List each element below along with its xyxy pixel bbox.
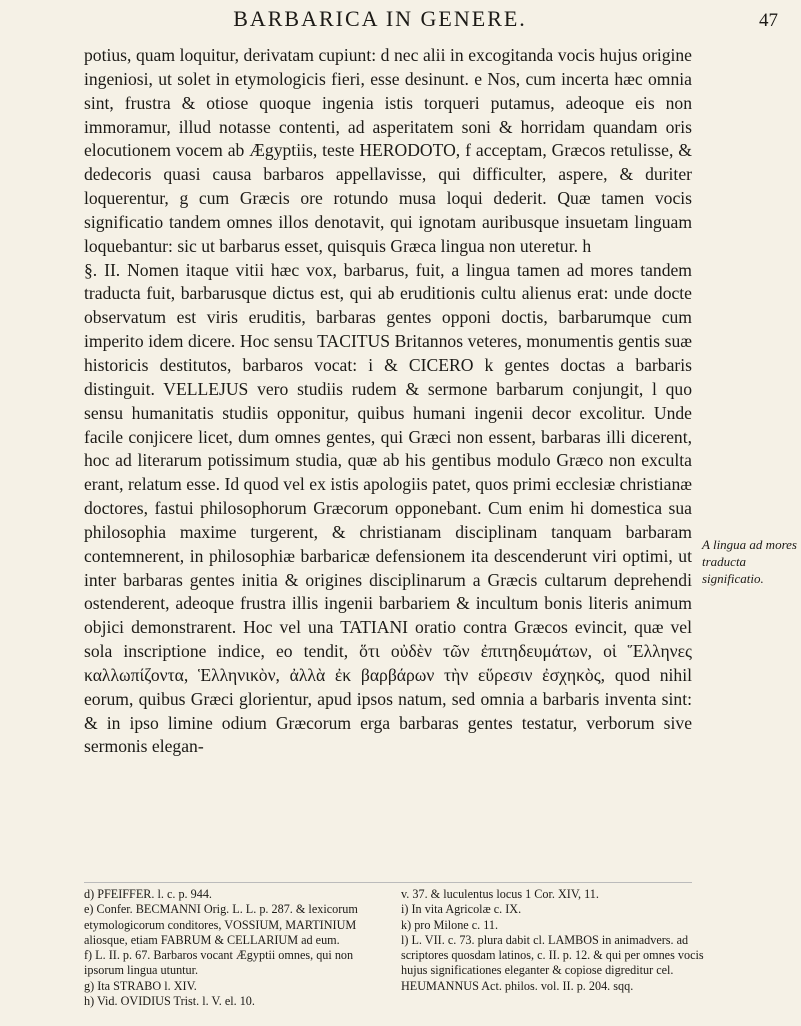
footnote-e: e) Confer. BECMANNI Orig. L. L. p. 287. & lexicorum etymologicorum conditores, VOSSIUM, MARTINIUM aliosque, etiam FABRUM & CELLARIUM ad eum. bbox=[84, 902, 358, 947]
page-number: 47 bbox=[759, 10, 778, 31]
margin-note: A lingua ad mores traducta significatio. bbox=[702, 537, 797, 586]
footnote-g: g) Ita STRABO l. XIV. bbox=[84, 978, 197, 993]
footnote-divider bbox=[84, 882, 692, 883]
footnote-h-continued: v. 37. & luculentus locus 1 Cor. XIV, 11. bbox=[401, 887, 599, 901]
footnote-i: i) In vita Agricolæ c. IX. bbox=[401, 902, 522, 917]
footnote-l: l) L. VII. c. 73. plura dabit cl. LAMBOS in animadvers. ad scriptores quosdam latinos, c. II. p. 12. & qui per omnes vocis hujus significationes eleganter & copiose digreditur cel. HEUMANNUS Act. philos. vol. II. p. 204. sqq. bbox=[401, 932, 704, 993]
main-text bbox=[84, 44, 692, 759]
footnote-d: d) PFEIFFER. l. c. p. 944. bbox=[84, 887, 212, 901]
footnote-h: h) Vid. OVIDIUS Trist. l. V. el. 10. bbox=[84, 994, 255, 1009]
running-title: BARBARICA IN GENERE. bbox=[233, 6, 527, 31]
footnotes-right-column bbox=[401, 887, 706, 1009]
footnote-k: k) pro Milone c. 11. bbox=[401, 917, 499, 932]
paragraph-1: potius, quam loquitur, derivatam cupiunt: d nec alii in excogitanda vocis hujus origine ingeniosi, ut solet in etymologicis fieri, esse desinunt. e Nos, cum incerta hæc omnia sint, frustra & otiose quoque ingenia istis torqueri putamus, adeoque eis non immoramur, illud notasse contenti, ad asperitatem soni & horridam quandam oris elocutionem vocem ab Ægyptiis, teste HERODOTO, f acceptam, Græcos retulisse, & dedecoris quasi causa barbaros appellavisse, qui difficulter, aspere, & duriter loquerentur, g cum Græcis ore rotundo musa loqui dederit. Quæ tamen vocis significatio tandem omnes illos denotavit, qui ignotam auribusque insuetam linguam loquebantur: sic ut barbarus esset, quisquis Græca lingua non uteretur. h bbox=[84, 45, 692, 256]
footnotes-left-column bbox=[84, 887, 389, 1009]
footnote-f: f) L. II. p. 67. Barbaros vocant Ægyptii omnes, qui non ipsorum lingua utuntur. bbox=[84, 948, 354, 978]
paragraph-2: §. II. Nomen itaque vitii hæc vox, barbarus, fuit, a lingua tamen ad mores tandem traducta fuit, barbarusque dictus est, qui ab eruditionis cultu alienus erat: unde docte observatum est viris eruditis, barbaras gentes opponi doctis, barbarumque cum imperito idem dicere. Hoc sensu TACITUS Britannos veteres, monumentis gentis suæ historicis destitutos, barbaros vocat: i & CICERO k gentes doctas a barbaris distinguit. VELLEJUS vero studiis rudem & sermone barbarum conjungit, l quo sensu humanitatis studiis opponitur, quibus humani ingenii decor excolitur. Unde facile conjicere licet, dum omnes gentes, qui Græci non essent, barbaras illi dicerent, hoc ad literarum potissimum studia, quæ ab his gentibus modulo Græco non exculta erant, relatum esse. Id quod vel ex istis apologiis patet, quos primi ecclesiæ christianæ doctores, fastui philosophorum Græcorum opponebant. Cum enim hi domestica sua philosophia maxime turgerent, & christianam disciplinam tanquam barbaram contemnerent, in philosophiæ barbaricæ defensionem ita descenderunt viri optimi, ut inter barbaras gentes initia & origines disciplinarum a Græcis cultarum deprehendi ostenderent, adeoque frustra illis ingenii barbariem & incultum bonis literis animum objici demonstrarent. Hoc vel una TATIANI oratio contra Græcos evincit, quæ vel sola inscriptione indice, eo tendit, ὅτι οὐδὲν τῶν ἐπιτηδευμάτων, οἱ Ἕλληνες καλλωπίζοντα, Ἑλληνικὸν, ἀλλὰ ἐκ βαρβάρων τὴν εὕρεσιν ἐσχηκὸς, quod nihil eorum, quibus Græci glorientur, apud ipsos natum, sed omnia a barbaris inventa sint: & in ipso limine odium Græcorum erga barbaras gentes testatur, verborum sive sermonis elegan- bbox=[84, 259, 692, 757]
footnotes bbox=[84, 887, 706, 1009]
